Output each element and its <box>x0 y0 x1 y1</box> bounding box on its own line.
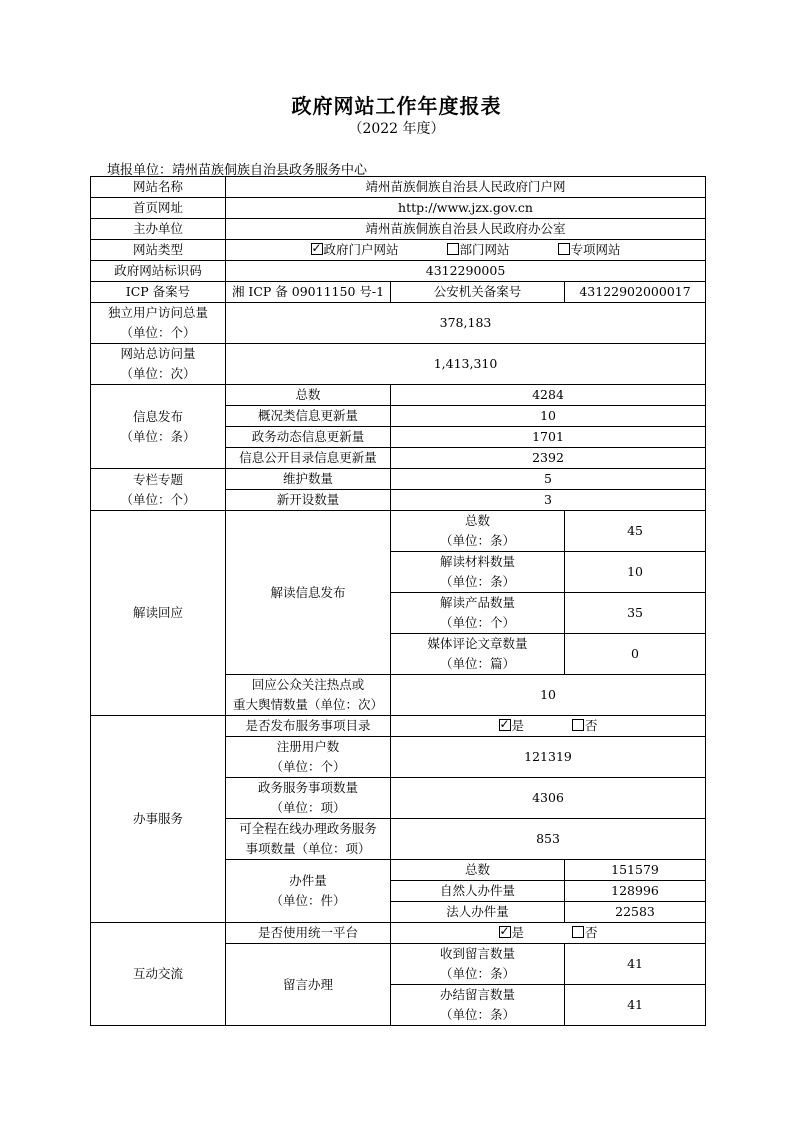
interpret-respond-value: 10 <box>391 675 706 716</box>
interpret-product-label <box>391 593 565 634</box>
message-done-value: 41 <box>565 985 706 1026</box>
type-option-department[interactable] <box>447 240 510 260</box>
interpret-total-label-line1: 总数 <box>464 513 490 528</box>
yes-label: 是 <box>511 925 525 940</box>
page-views-label <box>91 344 226 385</box>
row-icp <box>91 282 706 303</box>
interpret-product-label-line2: （单位：个） <box>439 615 515 630</box>
interpret-media-label-line2: （单位：篇） <box>439 656 515 671</box>
row-gov-id <box>91 261 706 282</box>
page-views-label-line1: 网站总访问量 <box>120 346 196 361</box>
homepage-value: http://www.jzx.gov.cn <box>226 198 706 219</box>
site-name-label: 网站名称 <box>91 177 226 198</box>
sponsor-label: 主办单位 <box>91 219 226 240</box>
message-handling-label: 留言办理 <box>226 944 391 1026</box>
police-label: 公安机关备案号 <box>391 282 565 303</box>
type-option-label: 政府门户网站 <box>323 242 399 257</box>
interpret-respond-label-line1: 回应公众关注热点或 <box>251 677 365 692</box>
unique-visitors-label <box>91 303 226 344</box>
special-maintain-value: 5 <box>391 469 706 490</box>
row-site-name <box>91 177 706 198</box>
checkbox-icon <box>572 719 584 731</box>
row-info-total <box>91 385 706 406</box>
message-received-label-line1: 收到留言数量 <box>439 946 515 961</box>
message-done-label <box>391 985 565 1026</box>
message-received-label <box>391 944 565 985</box>
checkbox-icon <box>572 926 584 938</box>
row-homepage <box>91 198 706 219</box>
platform-label: 是否使用统一平台 <box>226 923 391 944</box>
interpret-media-value: 0 <box>565 634 706 675</box>
special-new-label: 新开设数量 <box>226 490 391 511</box>
interpret-response-label: 解读回应 <box>91 511 226 716</box>
report-table <box>90 176 706 1026</box>
report-year: （2022 年度） <box>348 121 445 137</box>
info-catalog-value: 2392 <box>391 448 706 469</box>
service-catalog-label: 是否发布服务事项目录 <box>226 716 391 737</box>
service-online-label-line1: 可全程在线办理政务服务 <box>239 821 377 836</box>
no-label: 否 <box>585 925 598 940</box>
info-overview-value: 10 <box>391 406 706 427</box>
interpret-material-label-line2: （单位：条） <box>439 574 515 589</box>
service-items-label <box>226 778 391 819</box>
interaction-label: 互动交流 <box>91 923 226 1026</box>
interpret-material-label <box>391 552 565 593</box>
unique-visitors-label-line2: （单位：个） <box>120 325 196 340</box>
cases-label-line1: 办件量 <box>289 873 327 888</box>
service-online-label <box>226 819 391 860</box>
info-total-label: 总数 <box>226 385 391 406</box>
service-catalog-no[interactable] <box>572 716 598 736</box>
special-new-value: 3 <box>391 490 706 511</box>
service-users-label <box>226 737 391 778</box>
info-publish-label <box>91 385 226 469</box>
checked-box-icon <box>499 719 511 731</box>
special-maintain-label: 维护数量 <box>226 469 391 490</box>
type-option-special[interactable] <box>558 240 621 260</box>
interpret-total-value: 45 <box>565 511 706 552</box>
cases-natural-value: 128996 <box>565 881 706 902</box>
sponsor-value: 靖州苗族侗族自治县人民政府办公室 <box>226 219 706 240</box>
interpret-respond-label-line2: 重大舆情数量（单位：次） <box>232 697 383 712</box>
online-service-label: 办事服务 <box>91 716 226 923</box>
info-total-value: 4284 <box>391 385 706 406</box>
unique-visitors-label-line1: 独立用户访问总量 <box>107 305 208 320</box>
page-views-label-line2: （单位：次） <box>120 366 196 381</box>
cases-label <box>226 860 391 923</box>
message-done-label-line2: （单位：条） <box>439 1007 515 1022</box>
unique-visitors-value: 378,183 <box>226 303 706 344</box>
yes-label: 是 <box>511 718 525 733</box>
info-news-label: 政务动态信息更新量 <box>226 427 391 448</box>
checked-box-icon <box>499 926 511 938</box>
row-sponsor <box>91 219 706 240</box>
gov-id-label: 政府网站标识码 <box>91 261 226 282</box>
interpret-media-label-line1: 媒体评论文章数量 <box>427 636 528 651</box>
homepage-label: 首页网址 <box>91 198 226 219</box>
service-users-label-line2: （单位：个） <box>270 759 346 774</box>
service-items-label-line1: 政务服务事项数量 <box>257 780 358 795</box>
type-option-portal[interactable] <box>311 240 399 260</box>
special-topics-label-line2: （单位：个） <box>120 491 196 507</box>
interpret-media-label <box>391 634 565 675</box>
cases-label-line2: （单位：件） <box>270 893 346 908</box>
platform-options <box>391 923 706 944</box>
cases-legal-label: 法人办件量 <box>391 902 565 923</box>
row-service-catalog <box>91 716 706 737</box>
row-platform <box>91 923 706 944</box>
interpret-material-value: 10 <box>565 552 706 593</box>
checkbox-icon <box>447 243 459 255</box>
cases-total-value: 151579 <box>565 860 706 881</box>
interpret-respond-label <box>226 675 391 716</box>
platform-yes[interactable] <box>499 923 525 943</box>
reporting-unit: 填报单位：靖州苗族侗族自治县政务服务中心 <box>107 163 368 178</box>
service-items-value: 4306 <box>391 778 706 819</box>
cases-legal-value: 22583 <box>565 902 706 923</box>
service-online-value: 853 <box>391 819 706 860</box>
service-users-label-line1: 注册用户数 <box>276 739 340 754</box>
checkbox-icon <box>558 243 570 255</box>
interpret-product-label-line1: 解读产品数量 <box>439 595 515 610</box>
service-catalog-yes[interactable] <box>499 716 525 736</box>
interpret-total-label <box>391 511 565 552</box>
message-received-value: 41 <box>565 944 706 985</box>
interpret-total-label-line2: （单位：条） <box>439 533 515 548</box>
info-overview-label: 概况类信息更新量 <box>226 406 391 427</box>
row-interpret-total <box>91 511 706 552</box>
special-topics-label-line1: 专栏专题 <box>132 471 183 487</box>
police-value: 43122902000017 <box>565 282 706 303</box>
row-unique-visitors <box>91 303 706 344</box>
cases-natural-label: 自然人办件量 <box>391 881 565 902</box>
message-received-label-line2: （单位：条） <box>439 966 515 981</box>
platform-no[interactable] <box>572 923 598 943</box>
info-publish-label-line2: （单位：条） <box>120 428 196 444</box>
gov-id-value: 4312290005 <box>226 261 706 282</box>
checked-box-icon <box>311 243 323 255</box>
message-done-label-line1: 办结留言数量 <box>439 987 515 1002</box>
row-site-type <box>91 240 706 261</box>
info-catalog-label: 信息公开目录信息更新量 <box>226 448 391 469</box>
interpret-material-label-line1: 解读材料数量 <box>439 554 515 569</box>
site-type-label: 网站类型 <box>91 240 226 261</box>
type-option-label: 部门网站 <box>459 242 510 257</box>
service-items-label-line2: （单位：项） <box>270 800 346 815</box>
icp-value: 湘 ICP 备 09011150 号-1 <box>226 282 391 303</box>
service-online-label-line2: 事项数量（单位：项） <box>245 841 371 856</box>
row-page-views <box>91 344 706 385</box>
cases-total-label: 总数 <box>391 860 565 881</box>
page-views-value: 1,413,310 <box>226 344 706 385</box>
row-special-maintain <box>91 469 706 490</box>
info-news-value: 1701 <box>391 427 706 448</box>
service-users-value: 121319 <box>391 737 706 778</box>
site-name-value: 靖州苗族侗族自治县人民政府门户网 <box>226 177 706 198</box>
interpret-product-value: 35 <box>565 593 706 634</box>
site-type-options <box>226 240 706 261</box>
interpret-publish-label: 解读信息发布 <box>226 511 391 675</box>
type-option-label: 专项网站 <box>570 242 621 257</box>
special-topics-label <box>91 469 226 511</box>
icp-label: ICP 备案号 <box>91 282 226 303</box>
info-publish-label-line1: 信息发布 <box>132 408 183 424</box>
report-title: 政府网站工作年度报表 <box>291 94 502 118</box>
no-label: 否 <box>585 718 598 733</box>
service-catalog-options <box>391 716 706 737</box>
